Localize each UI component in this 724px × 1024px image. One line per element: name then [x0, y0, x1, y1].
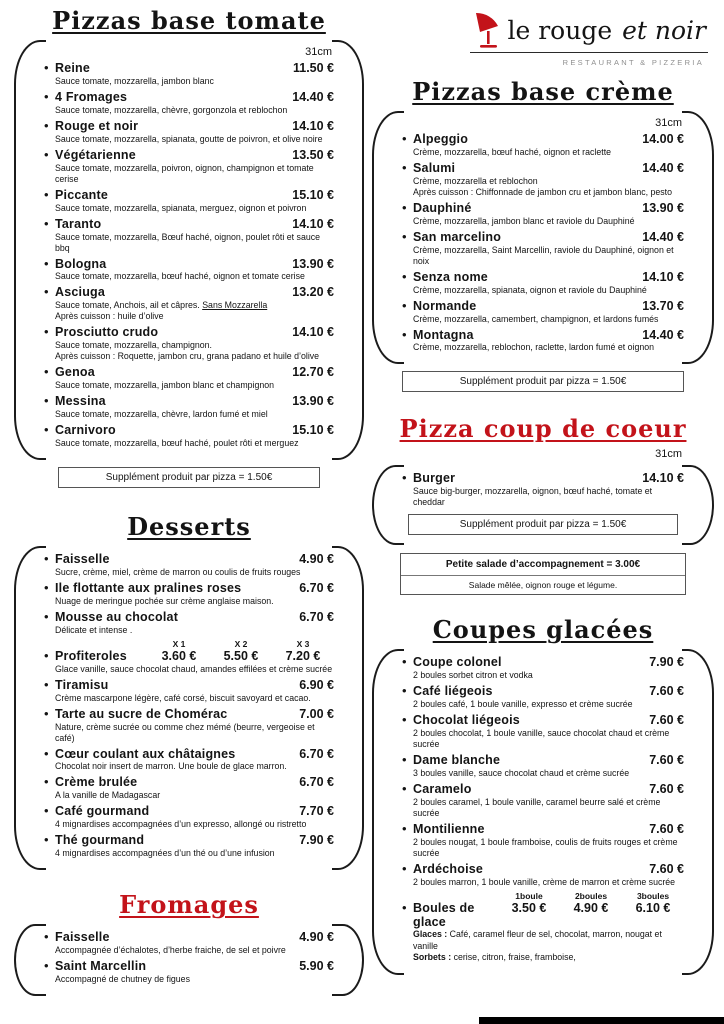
item-price: 14.10 €: [292, 216, 334, 231]
size-label: 31cm: [655, 448, 682, 461]
section-pizza-coup-de-coeur: [372, 414, 714, 595]
item-description: Crème mascarpone légère, café corsé, biscuit savoyard et cacao.: [55, 692, 311, 703]
price-col-header: X 2: [234, 638, 248, 649]
item-name: • Salumi: [413, 160, 456, 175]
section-fromages: [14, 890, 364, 996]
menu-item: [44, 365, 334, 391]
menu-item: [402, 201, 684, 227]
left-column: [14, 6, 364, 996]
item-row: [44, 119, 334, 134]
item-description: Crème, mozzarella, jambon blanc et raviole du Dauphiné: [413, 215, 635, 226]
item-row: [44, 423, 334, 438]
item-description: Crème, mozzarella, spianata, oignon et raviole du Dauphiné: [413, 284, 647, 295]
item-row: [402, 782, 684, 797]
menu-item: [44, 148, 334, 185]
menu-item-list: [402, 655, 684, 887]
price-col-header: 2boules: [574, 890, 608, 901]
item-row: [44, 707, 334, 722]
item-name: • Dauphiné: [413, 200, 472, 215]
item-desc-line2: Après cuisson : huile d’olive: [55, 311, 164, 322]
menu-item-list: [44, 61, 334, 449]
menu-item: [44, 552, 334, 578]
side-salad-title: Petite salade d’accompagnement = 3.00€: [445, 559, 641, 571]
item-name: • Alpeggio: [413, 132, 469, 146]
item-row: [402, 655, 684, 670]
menu-item: [44, 394, 334, 420]
item-price: 6.90 €: [299, 677, 334, 692]
section-box-fromages: [14, 924, 364, 996]
item-description: [55, 203, 334, 214]
price-col-header: X 3: [296, 638, 310, 649]
item-name: • Faisselle: [55, 930, 110, 945]
item-name: • Profiteroles: [55, 648, 127, 663]
item-row: [44, 394, 334, 409]
item-row: [44, 90, 334, 105]
logo-subtitle: RESTAURANT & PIZZERIA: [562, 58, 704, 67]
item-row: [402, 713, 684, 728]
menu-item: [44, 707, 334, 744]
item-price: 7.90 €: [299, 833, 334, 848]
item-description: [55, 163, 334, 185]
item-price: 7.60 €: [649, 782, 684, 796]
item-price: 6.70 €: [299, 746, 334, 761]
menu-item: [402, 299, 684, 325]
item-desc-text: Sauce tomate, mozzarella, bœuf haché, oignon et tomate cerise: [55, 271, 305, 282]
item-row: [44, 257, 334, 272]
item-name: • Burger: [413, 471, 456, 486]
item-price: 14.40 €: [292, 89, 334, 104]
menu-item: [402, 782, 684, 819]
section-title-desserts: Desserts: [127, 512, 251, 541]
item-row: [44, 285, 334, 300]
spacer: [14, 488, 364, 512]
item-description: 4 mignardises accompagnées d’un expresso, allongé ou ristretto: [55, 819, 307, 830]
menu-item: [44, 119, 334, 145]
item-price: 7.00 €: [299, 706, 334, 721]
item-description: 4 mignardises accompagnées d’un thé ou d’une infusion: [55, 848, 275, 859]
item-description: Crème, mozzarella, bœuf haché, oignon et raclette: [413, 146, 612, 157]
item-row: [44, 365, 334, 380]
menu-item: [44, 833, 334, 859]
section-title-tomate: Pizzas base tomate: [52, 6, 326, 35]
item-description: [55, 409, 334, 420]
menu-item-list: [44, 930, 334, 985]
item-row: [402, 201, 684, 216]
item-name: • Chocolat liégeois: [413, 713, 520, 728]
item-desc-text: Sauce tomate, mozzarella, spianata, goutte de poivron, et olive noire: [55, 133, 323, 144]
side-salad-description: Salade mêlée, oignon rouge et légume.: [401, 575, 685, 594]
menu-item: [402, 132, 684, 158]
section-box-coupes: [372, 649, 714, 974]
item-name: • Végétarienne: [55, 147, 136, 162]
item-price: 14.40 €: [642, 160, 684, 175]
item-description: Sucre, crème, miel, crème de marron ou coulis de fruits rouges: [55, 566, 301, 577]
section-coupes-glacees: [372, 615, 714, 974]
item-name: • Ardéchoise: [413, 861, 484, 876]
menu-item: [402, 713, 684, 750]
item-price: 14.10 €: [642, 471, 684, 486]
item-price: 7.90 €: [649, 655, 684, 670]
section-box-tomate: [14, 40, 364, 460]
item-price: 6.70 €: [299, 580, 334, 595]
item-name: • Dame blanche: [413, 753, 501, 768]
menu-item: [402, 655, 684, 681]
item-desc-text: Sauce tomate, mozzarella, poivron, oignon, champignon et tomate cerise: [55, 162, 314, 184]
item-name: • San marcelino: [413, 229, 502, 244]
flavors-glaces-label: Glaces :: [413, 929, 448, 940]
logo-lockup: [470, 10, 708, 53]
menu-item: [402, 230, 684, 267]
menu-item: [44, 325, 334, 362]
item-description: Crème, mozzarella, reblochon, raclette, lardon fumé et oignon: [413, 342, 655, 353]
size-label: 31cm: [655, 117, 682, 129]
item-description: Crème, mozzarella, Saint Marcellin, raviole du Dauphiné, oignon et noix: [413, 244, 674, 266]
item-description: Crème, mozzarella et reblochon: [413, 175, 538, 186]
menu-item-list: [44, 678, 334, 860]
item-price: 7.60 €: [649, 753, 684, 768]
spacer: [372, 595, 714, 615]
menu-item: [402, 328, 684, 354]
item-desc-text: Sauce tomate, Anchois, ail et câpres.: [55, 300, 203, 311]
item-price: 7.60 €: [649, 713, 684, 728]
side-salad-box: [400, 553, 686, 595]
menu-item: [44, 285, 334, 322]
right-column: [372, 10, 714, 975]
item-desc-text: Sauce tomate, mozzarella, chèvre, gorgonzola et reblochon: [55, 104, 288, 115]
section-pizzas-creme: [372, 77, 714, 392]
size-label: 31cm: [305, 46, 332, 58]
spacer: [372, 392, 714, 414]
item-row: [44, 552, 334, 567]
item-row: [44, 833, 334, 848]
item-name: • Messina: [55, 394, 106, 409]
item-price: 4.90 €: [299, 552, 334, 566]
item-name: • Montagna: [413, 327, 474, 342]
item-price: 13.90 €: [292, 394, 334, 409]
item-name: • Montilienne: [413, 821, 485, 836]
menu-item: [402, 753, 684, 779]
menu-item-list: [402, 132, 684, 353]
item-price: 6.70 €: [299, 775, 334, 790]
item-desc-line2: Après cuisson : Roquette, jambon cru, grana padano et huile d’olive: [55, 351, 320, 362]
menu-item-boules-de-glace: [402, 891, 684, 964]
item-price: 4.90 €: [573, 900, 609, 915]
item-description: Nuage de meringue pochée sur crème anglaise maison.: [55, 595, 274, 606]
item-desc-text: Sauce tomate, mozzarella, spianata, merguez, oignon et poivron: [55, 202, 307, 213]
flavors-glaces-text: Café, caramel fleur de sel, chocolat, marron, nougat et vanille: [413, 929, 662, 951]
menu-item: [44, 188, 334, 214]
menu-item: [44, 423, 334, 449]
flavors-glaces-line: [413, 929, 684, 952]
item-price: 14.10 €: [292, 118, 334, 133]
item-row: [44, 217, 334, 232]
item-name: • Crème brulée: [55, 775, 138, 790]
item-description: 2 boules sorbet citron et vodka: [413, 670, 533, 681]
item-description: [55, 232, 334, 254]
item-name: • Rouge et noir: [55, 118, 139, 133]
item-name: • Bologna: [55, 256, 107, 271]
section-title-fromages: Fromages: [119, 890, 259, 920]
logo-name-italic: et noir: [622, 15, 706, 45]
item-description: Accompagné de chutney de figues: [55, 974, 190, 985]
item-name: • Café liégeois: [413, 684, 493, 699]
item-price: 5.50 €: [223, 648, 259, 663]
item-name: • Asciuga: [55, 285, 106, 300]
logo-name-main: le rouge: [507, 15, 613, 45]
item-description: Crème, mozzarella, camembert, champignon, et lardons fumés: [413, 313, 659, 324]
item-price: 4.90 €: [299, 930, 334, 945]
menu-item: [402, 270, 684, 296]
item-price: 14.00 €: [642, 132, 684, 146]
menu-item: [44, 804, 334, 830]
item-desc-underlined: Sans Mozzarella: [202, 300, 268, 311]
item-description: [55, 300, 334, 311]
flavors-sorbets-text: cerise, citron, fraise, framboise,: [451, 952, 576, 963]
section-box-desserts: [14, 546, 364, 870]
item-description: [55, 438, 334, 449]
item-name: • Caramelo: [413, 782, 472, 796]
item-price: 14.10 €: [292, 325, 334, 340]
flavors-sorbets-line: [413, 952, 684, 963]
item-price: 7.60 €: [649, 821, 684, 836]
item-description: [55, 380, 334, 391]
menu-item: [402, 161, 684, 198]
price-column-headers: [402, 891, 684, 901]
item-price: 14.40 €: [642, 229, 684, 244]
menu-item: [44, 257, 334, 283]
item-desc-text: Sauce tomate, mozzarella, jambon blanc et champignon: [55, 380, 275, 391]
logo: [372, 10, 708, 67]
item-row: [44, 747, 334, 762]
section-title-creme: Pizzas base crème: [412, 77, 674, 106]
flavors-sorbets-label: Sorbets :: [413, 952, 452, 963]
item-price: 7.70 €: [299, 804, 334, 819]
item-desc-text: Sauce tomate, mozzarella, Bœuf haché, oignon, poulet rôti et sauce bbq: [55, 231, 321, 253]
item-description: Sauce big-burger, mozzarella, oignon, bœuf haché, tomate et cheddar: [413, 486, 653, 508]
item-row: [44, 61, 334, 76]
item-name: • Cœur coulant aux châtaignes: [55, 746, 236, 761]
menu-item: [44, 747, 334, 773]
menu-item: [44, 930, 334, 956]
item-name: • Ile flottante aux pralines roses: [55, 580, 242, 595]
item-row: [44, 649, 334, 664]
item-name: • Mousse au chocolat: [55, 609, 179, 624]
item-name: • Carnivoro: [55, 423, 116, 438]
item-name: • Tiramisu: [55, 677, 109, 692]
item-row: [44, 775, 334, 790]
item-name: • Faisselle: [55, 552, 110, 566]
item-name: • Saint Marcellin: [55, 959, 147, 974]
item-row: [44, 678, 334, 693]
item-name: • Piccante: [55, 187, 109, 202]
item-row: [402, 862, 684, 877]
item-row: [44, 188, 334, 203]
section-box-creme: [372, 111, 714, 364]
item-name: • Normande: [413, 298, 477, 313]
item-name: • Café gourmand: [55, 804, 150, 819]
item-desc-text: Sauce tomate, mozzarella, champignon.: [55, 340, 212, 351]
section-box-coup: [372, 465, 714, 545]
item-row: [402, 471, 684, 486]
item-row: [402, 822, 684, 837]
supplement-box: Supplément produit par pizza = 1.50€: [402, 371, 684, 392]
menu-item: [44, 775, 334, 801]
menu-item-list: [402, 471, 684, 508]
item-row: [44, 148, 334, 163]
item-row: [402, 161, 684, 176]
item-row: [44, 610, 334, 625]
menu-item: [402, 471, 684, 508]
section-desserts: [14, 512, 364, 870]
supplement-box: Supplément produit par pizza = 1.50€: [408, 514, 678, 535]
section-title-coupes: Coupes glacées: [432, 615, 654, 645]
item-name: • Taranto: [55, 216, 102, 231]
item-name: • Prosciutto crudo: [55, 325, 159, 340]
item-description: [55, 134, 334, 145]
item-row: [402, 299, 684, 314]
item-price: 15.10 €: [292, 187, 334, 202]
item-price: 3.60 €: [161, 648, 197, 663]
item-desc-text: Sauce tomate, mozzarella, chèvre, lardon fumé et miel: [55, 409, 268, 420]
menu-item: [44, 217, 334, 254]
item-description: 2 boules nougat, 1 boule framboise, coulis de fruits rouges et crème sucrée: [413, 836, 678, 858]
item-row: [44, 804, 334, 819]
item-description: [55, 340, 334, 351]
section-pizzas-tomate: [14, 6, 364, 488]
item-row: [402, 132, 684, 147]
menu-item-list: [44, 552, 334, 636]
item-description: Accompagnée d’échalotes, d’herbe fraiche, de sel et poivre: [55, 945, 286, 956]
item-row: [44, 959, 334, 974]
item-name: • Boules de glace: [413, 900, 475, 930]
menu-item: [402, 684, 684, 710]
item-name: • Coupe colonel: [413, 655, 502, 670]
menu-item: [402, 822, 684, 859]
item-row: [402, 684, 684, 699]
item-row: [402, 230, 684, 245]
item-name: • Tarte au sucre de Chomérac: [55, 706, 228, 721]
item-description: 2 boules caramel, 1 boule vanille, caramel beurre salé et crème sucrée: [413, 796, 661, 818]
menu-item-profiteroles: [44, 639, 334, 675]
item-description: 2 boules marron, 1 boule vanille, crème de marron et crème sucrée: [413, 876, 676, 887]
item-desc-line2: Après cuisson : Chiffonnade de jambon cru et jambon blanc, pesto: [413, 186, 673, 197]
item-price: 5.90 €: [299, 959, 334, 974]
item-desc-text: Sauce tomate, mozzarella, jambon blanc: [55, 75, 214, 86]
menu-item: [44, 581, 334, 607]
menu-item: [44, 959, 334, 985]
item-description: [55, 76, 334, 87]
item-description: Glace vanille, sauce chocolat chaud, amandes effilées et crème sucrée: [55, 663, 333, 674]
item-price: 6.10 €: [635, 900, 671, 915]
item-description: Nature, crème sucrée ou comme chez mémé (beurre, vergeoise et café): [55, 721, 315, 743]
item-description: [55, 271, 334, 282]
item-row: [44, 930, 334, 945]
item-price: 7.60 €: [649, 684, 684, 699]
item-desc-text: Sauce tomate, mozzarella, bœuf haché, poulet rôti et merguez: [55, 438, 299, 449]
item-description: 2 boules chocolat, 1 boule vanille, sauce chocolat chaud et crème sucrée: [413, 728, 670, 750]
menu-item: [44, 61, 334, 87]
item-name: • Senza nome: [413, 269, 488, 284]
item-price: 13.20 €: [292, 285, 334, 300]
spacer: [14, 870, 364, 890]
price-col-header: X 1: [172, 638, 186, 649]
menu-item: [44, 678, 334, 704]
item-name: • Genoa: [55, 365, 95, 380]
item-price: 14.40 €: [642, 327, 684, 342]
item-description: 3 boules vanille, sauce chocolat chaud et crème sucrée: [413, 768, 630, 779]
item-price: 3.50 €: [511, 900, 547, 915]
menu-item: [44, 90, 334, 116]
item-price: 12.70 €: [292, 365, 334, 380]
item-price: 13.50 €: [292, 147, 334, 162]
price-col-header: 3boules: [636, 890, 670, 901]
item-name: • Thé gourmand: [55, 833, 145, 848]
item-name: • 4 Fromages: [55, 89, 128, 104]
item-row: [44, 581, 334, 596]
item-row: [402, 328, 684, 343]
price-col-header: 1boule: [515, 890, 543, 901]
item-price: 13.70 €: [642, 298, 684, 313]
item-description: Délicate et intense .: [55, 624, 133, 635]
item-row: [402, 753, 684, 768]
item-price: 14.10 €: [642, 269, 684, 284]
item-row: [44, 325, 334, 340]
section-title-coup: Pizza coup de coeur: [399, 414, 687, 444]
item-price: 7.20 €: [285, 648, 321, 663]
item-description: A la vanille de Madagascar: [55, 790, 161, 801]
item-price: 15.10 €: [292, 423, 334, 438]
supplement-box: Supplément produit par pizza = 1.50€: [58, 467, 320, 488]
pizza-slice-glass-icon: [472, 10, 502, 50]
item-description: Chocolat noir insert de marron. Une boule de glace marron.: [55, 761, 287, 772]
item-description: 2 boules café, 1 boule vanille, expresso et crème sucrée: [413, 699, 633, 710]
menu-item: [44, 610, 334, 636]
item-price: 11.50 €: [292, 61, 334, 75]
item-price: 13.90 €: [292, 256, 334, 271]
item-description: [55, 105, 334, 116]
menu-item: [402, 862, 684, 888]
item-row: [402, 901, 684, 930]
item-price: 6.70 €: [299, 609, 334, 624]
item-price: 13.90 €: [642, 200, 684, 215]
footer-bar: [479, 1017, 724, 1024]
item-name: • Reine: [55, 61, 91, 75]
item-row: [402, 270, 684, 285]
price-column-headers: [44, 639, 334, 649]
item-price: 7.60 €: [649, 861, 684, 876]
